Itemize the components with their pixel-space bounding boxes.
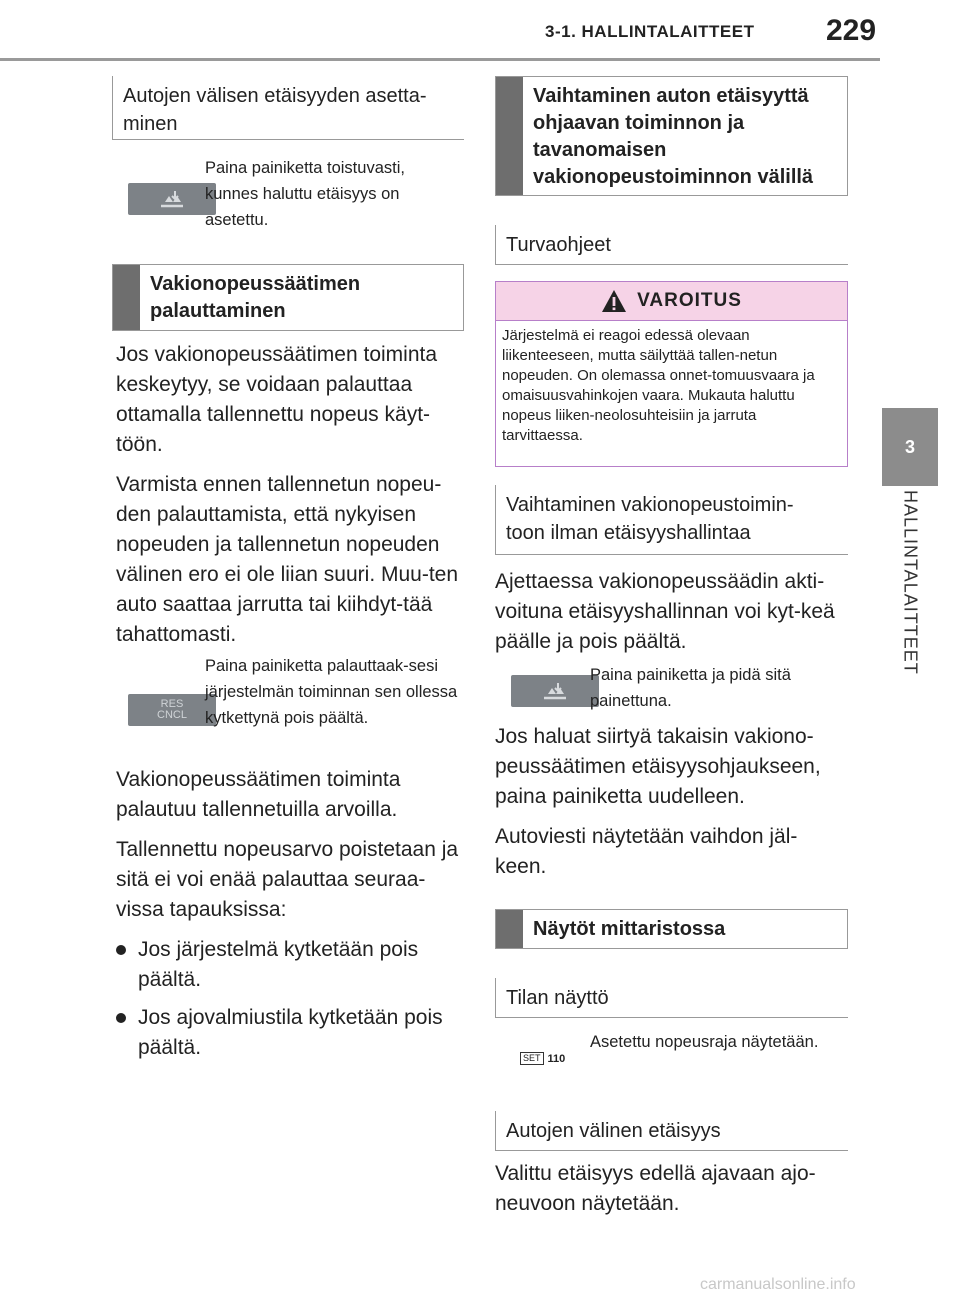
subheading-safety: Turvaohjeet: [495, 225, 848, 265]
left-text-block-2: [116, 765, 466, 1063]
res-note: Paina painiketta palauttaak-sesi järjestelmän toiminnan sen ollessa kytkettynä pois päältä.: [205, 657, 458, 727]
section-displays: Näytöt mittaristossa: [495, 909, 848, 949]
paragraph: Tallennettu nopeusarvo poistetaan ja sitä ei voi enää palauttaa seuraa-vissa tapauksissa:: [116, 838, 459, 921]
paragraph: Valittu etäisyys edellä ajavaan ajo-neuvoon näytetään.: [495, 1162, 816, 1215]
distance-icon: [538, 680, 572, 702]
chapter-tab: 3: [882, 408, 938, 486]
warning-title: VAROITUS: [637, 290, 742, 311]
warning-icon: [601, 289, 627, 313]
set-value: 110: [547, 1052, 566, 1065]
paragraph: Autoviesti näytetään vaihdon jäl-keen.: [495, 825, 798, 878]
list-item: Jos järjestelmä kytketään pois päältä.: [116, 935, 466, 995]
distance-button-hold: [511, 675, 599, 707]
subheading-switch-plain: Vaihtaminen vakionopeustoimin- toon ilman etäisyyshallintaa: [495, 485, 848, 555]
section-restore: Vakionopeussäätimen palauttaminen: [112, 264, 464, 331]
distance-note: Paina painiketta toistuvasti, kunnes haluttu etäisyys on asetettu.: [205, 159, 405, 229]
subheading-gap: Autojen välinen etäisyys: [495, 1111, 848, 1151]
header-rule: [0, 58, 880, 61]
set-speed-indicator: [520, 1052, 565, 1065]
paragraph: Jos haluat siirtyä takaisin vakiono-peussäätimen etäisyysohjaukseen, paina painiketta uudelleen.: [495, 725, 821, 808]
distance-button: [128, 183, 216, 215]
subheading-distance: Autojen välisen etäisyyden asetta- minen: [112, 76, 464, 140]
warning-text: Järjestelmä ei reagoi edessä olevaan liikenteeseen, mutta säilyttää tallen-netun nopeuden. On olemassa onnet-tomuusvaara ja omaisuusvahinkojen vaara. Mukauta haluttu nopeus liiken-neolosuhteisiin ja jarruta tarvittaessa.: [502, 327, 815, 444]
paragraph: Ajettaessa vakionopeussäädin akti-voituna etäisyyshallinnan voi kyt-keä päälle ja pois päältä.: [495, 570, 835, 653]
section-title: 3-1. HALLINTALAITTEET: [545, 22, 755, 41]
page-number: 229: [826, 14, 877, 47]
watermark: carmanualsonline.info: [700, 1276, 856, 1293]
res-cncl-button: RES CNCL: [128, 694, 216, 726]
distance-icon: [155, 188, 189, 210]
paragraph: Jos vakionopeussäätimen toiminta keskeytyy, se voidaan palauttaa ottamalla tallennettu nopeus käyt-töön.: [116, 343, 438, 456]
set-label: SET: [520, 1052, 544, 1065]
chapter-side-label: HALLINTALAITTEET: [900, 490, 921, 675]
set-note: Asetettu nopeusraja näytetään.: [590, 1033, 819, 1051]
hold-note: Paina painiketta ja pidä sitä painettuna.: [590, 666, 791, 710]
right-text-block: [495, 722, 845, 892]
subheading-status: Tilan näyttö: [495, 978, 848, 1018]
paragraph: Vakionopeussäätimen toiminta palautuu tallennetuilla arvoilla.: [116, 768, 401, 821]
section-switch: Vaihtaminen auton etäisyyttä ohjaavan toiminnon ja tavanomaisen vakionopeustoiminnon välillä: [495, 76, 848, 196]
warning-box: [495, 281, 848, 467]
list-item: Jos ajovalmiustila kytketään pois päältä.: [116, 1003, 466, 1063]
left-text-block: [116, 340, 466, 660]
paragraph: Varmista ennen tallennetun nopeu-den palauttamista, että nykyisen nopeuden ja tallennetun nopeuden välinen ero ei ole liian suuri. Muu-ten auto saattaa jarrutta tai kiihdyt-tää tahattomasti.: [116, 473, 459, 646]
